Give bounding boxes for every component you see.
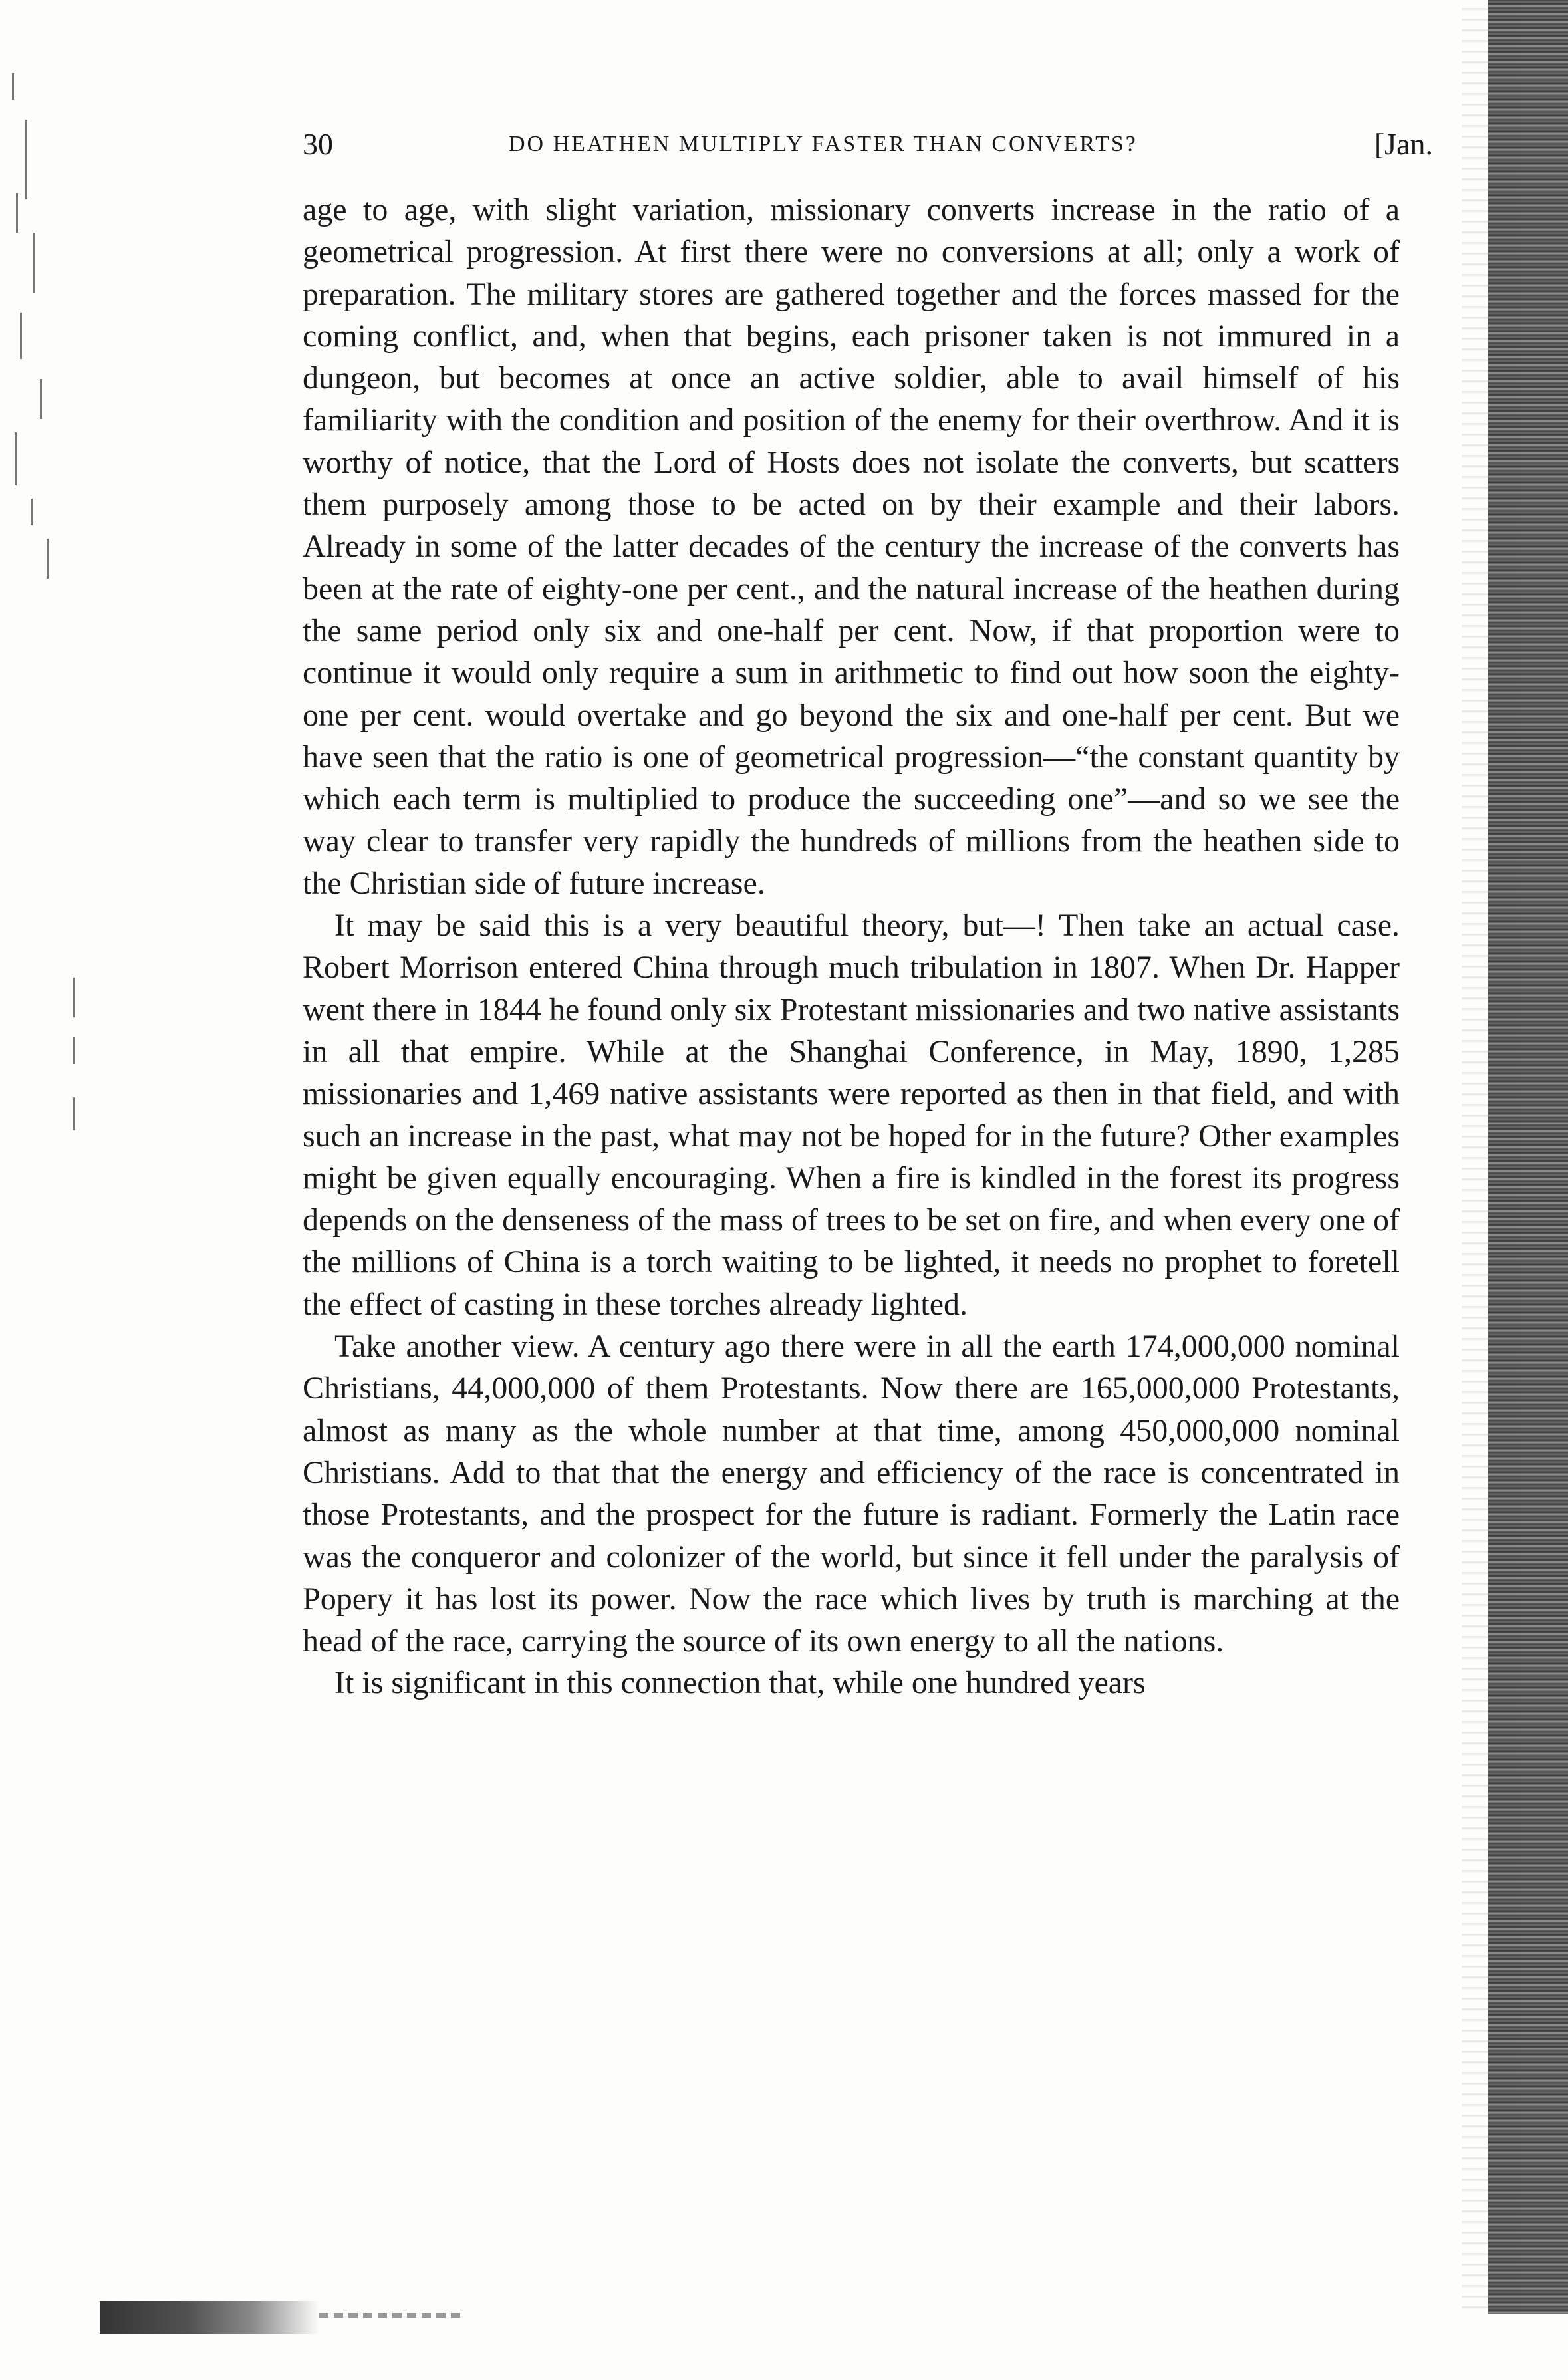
binding-edge (1488, 0, 1568, 2314)
page-number: 30 (303, 127, 333, 161)
paragraph-2: It may be said this is a very beautiful theory, but—! Then take an actual case. Robert Morrison entered China through much tribulation in 1807. When Dr. Happer went there in 1844 he found only six Protestant missionaries and two native assistants in all that empire. While at the Shanghai Conference, in May, 1890, 1,285 missionaries and 1,469 native assistants were reported as then in that field, and with such an increase in the past, what may not be hoped for in the future? Other examples might be given equally encouraging. When a fire is kindled in the forest its progress depends on the denseness of the mass of trees to be set on fire, and when every one of the millions of China is a torch waiting to be lighted, it needs no prophet to foretell the effect of casting in these torches already lighted. (303, 908, 1400, 1322)
paragraph-3: Take another view. A century ago there were in all the earth 174,000,000 nominal Christians, 44,000,000 of them Protestants. Now there are 165,000,000 Protestants, almost as many as the whole number at that time, among 450,000,000 nominal Christians. Add to that that the energy and efficiency of the race is concentrated in those Protestants, and the prospect for the future is radiant. Formerly the Latin race was the conqueror and colonizer of the world, but since it fell under the paralysis of Popery it has lost its power. Now the race which lives by truth is marching at the head of the race, carrying the source of its own energy to all the nations. (303, 1329, 1400, 1659)
scan-smudge-dashes (319, 2313, 465, 2318)
paragraph-1: age to age, with slight variation, missionary converts increase in the ratio of a geometrical progression. At first there were no conversions at all; only a work of preparation. The military stores are gathered together and the forces massed for the coming conflict, and, when that begins, each prisoner taken is not immured in a dungeon, but becomes at once an active soldier, able to avail himself of his familiarity with the condition and position of the enemy for their overthrow. And it is worthy of notice, that the Lord of Hosts does not isolate the converts, but scatters them purposely among those to be acted on by their example and their labors. Already in some of the latter decades of the century the increase of the converts has been at the rate of eighty-one per cent., and the natural increase of the heathen during the same period only six and one-half per cent. Now, if that proportion were to continue it would only require a sum in arithmetic to find out how soon the eighty-one per cent. would overtake and go beyond the six and one-half per cent. But we have seen that the ratio is one of geometrical progression—“the constant quantity by which each term is multiplied to produce the succeeding one”—and so we see the way clear to transfer very rapidly the hundreds of millions from the heathen side to the Christian side of future increase. (303, 192, 1400, 901)
margin-marks (7, 60, 80, 1124)
body-text (303, 189, 1400, 1704)
running-title: DO HEATHEN MULTIPLY FASTER THAN CONVERTS? (509, 132, 1138, 156)
scan-smudge (100, 2301, 319, 2334)
header-date: [Jan. (1374, 127, 1433, 161)
paragraph-4: It is significant in this connection that, while one hundred years (334, 1665, 1146, 1701)
page-header (303, 126, 1433, 173)
